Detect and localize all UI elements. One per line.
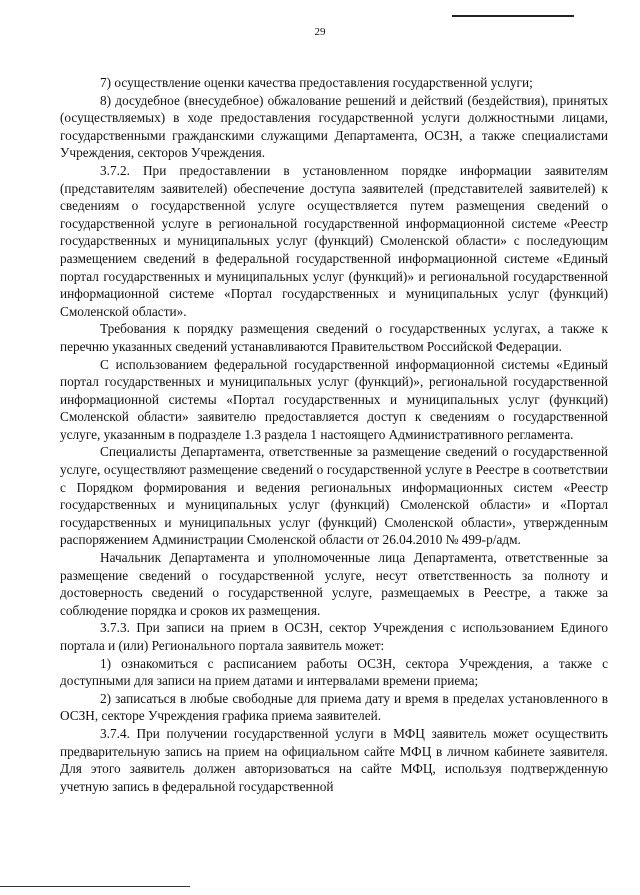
document-body <box>60 74 608 795</box>
page-number: 29 <box>314 26 326 38</box>
paragraph: 1) ознакомиться с расписанием работы ОСЗН, сектора Учреждения, а также с доступными для записи на прием датами и интервалами времени приема; <box>60 655 608 689</box>
footer-rule <box>0 886 190 887</box>
paragraph: Специалисты Департамента, ответственные за размещение сведений о государственной услуге, осуществляют размещение сведений о государственной услуге в Реестре в соответствии с Порядком формирования и ведения региональных информационных систем «Реестр государственных и муниципальных услуг (функций) Смоленской области» и «Портал государственных и муниципальных услуг (функций) Смоленской области», утвержденным распоряжением Администрации Смоленской области от 26.04.2010 № 499-р/адм. <box>60 444 608 548</box>
paragraph: 8) досудебное (внесудебное) обжалование решений и действий (бездействия), принятых (осуществляемых) в ходе предоставления государственной услуги должностными лицами, государственными гражданскими служащими Департамента, ОСЗН, а также специалистами Учреждения, секторов Учреждения. <box>60 92 608 161</box>
paragraph: Требования к порядку размещения сведений о государственных услугах, а также к перечню указанных сведений устанавливаются Правительством Российской Федерации. <box>60 321 608 354</box>
paragraph: 3.7.4. При получении государственной услуги в МФЦ заявитель может осуществить предварительную запись на прием на официальном сайте МФЦ в личном кабинете заявителя. Для этого заявитель должен авторизоваться на сайте МФЦ, используя подтвержденную учетную запись в федеральной государственной <box>60 725 608 794</box>
paragraph: С использованием федеральной государственной информационной системы «Единый портал государственных и муниципальных услуг (функций)», региональной государственной информационной системы «Портал государственных и муниципальных услуг (функций) Смоленской области» заявителю предоставляется доступ к сведениям о государственной услуге, указанным в подразделе 1.3 раздела 1 настоящего Административного регламента. <box>60 356 608 442</box>
header-rule <box>452 15 574 17</box>
paragraph: Начальник Департамента и уполномоченные лица Департамента, ответственные за размещение сведений о государственной услуге, несут ответственность за полноту и достоверность сведений о государственной услуге, размещаемых в Реестре, а также за соблюдение порядка и сроков их размещения. <box>60 550 608 618</box>
paragraph: 2) записаться в любые свободные для приема дату и время в пределах установленного в ОСЗН, секторе Учреждения графика приема заявителей. <box>60 690 608 724</box>
paragraph: 3.7.3. При записи на прием в ОСЗН, сектор Учреждения с использованием Единого портала и (или) Регионального портала заявитель может: <box>60 620 608 653</box>
paragraph: 7) осуществление оценки качества предоставления государственной услуги; <box>100 75 533 90</box>
paragraph: 3.7.2. При предоставлении в установленном порядке информации заявителям (представителям заявителей) обеспечение доступа заявителей (представителей заявителей) к сведениям о государственной услуге осуществляется путем размещения сведений о государственной услуге в региональной государственной информационной системе «Реестр государственных и муниципальных услуг (функций) Смоленской области» с последующим размещением сведений в федеральной государственной информационной системе «Единый портал государственных и муниципальных услуг (функций)» и региональной государственной информационной системе «Портал государственных и муниципальных услуг (функций) Смоленской области». <box>60 162 608 319</box>
